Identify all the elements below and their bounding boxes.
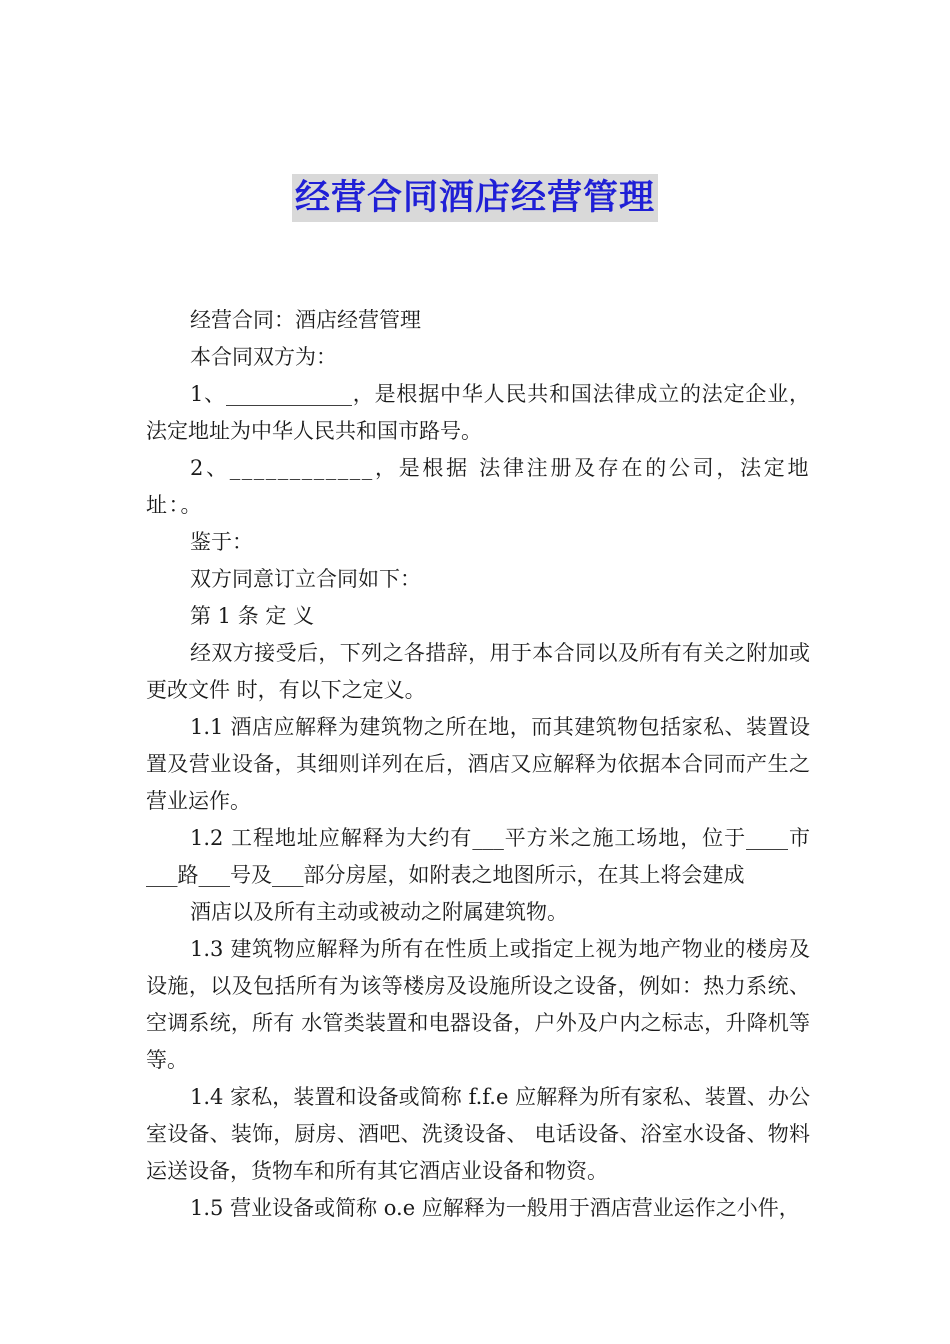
paragraph: 1.5 营业设备或简称 o.e 应解释为一般用于酒店营业运作之小件，: [190, 1196, 800, 1220]
paragraph: 酒店以及所有主动或被动之附属建筑物。: [190, 900, 568, 924]
paragraph: 1.2 工程地址应解释为大约有___平方米之施工场地，位于____市___路___号及___部分房屋，如附表之地图所示，在其上将会建成: [146, 826, 810, 887]
document-body: [146, 302, 810, 1227]
paragraph: 1.4 家私，装置和设备或简称 f.f.e 应解释为所有家私、装置、办公室设备、装饰，厨房、酒吧、洗烫设备、 电话设备、浴室水设备、物料运送设备，货物车和所有其它酒店业设备和物资。: [146, 1085, 810, 1183]
paragraph: 双方同意订立合同如下：: [190, 567, 421, 591]
paragraph: 经双方接受后，下列之各措辞，用于本合同以及所有有关之附加或更改文件 时，有以下之定义。: [146, 641, 810, 702]
title-container: [0, 174, 950, 222]
paragraph: 1.1 酒店应解释为建筑物之所在地，而其建筑物包括家私、装置设置及营业设备，其细则详列在后，酒店又应解释为依据本合同而产生之营业运作。: [146, 715, 810, 813]
section-heading: 第 1 条 定 义: [190, 604, 315, 628]
paragraph: 本合同双方为：: [190, 345, 337, 369]
paragraph: 1、____________，是根据中华人民共和国法律成立的法定企业，法定地址为中华人民共和国市路号。: [146, 382, 810, 443]
paragraph: 经营合同：酒店经营管理: [190, 308, 421, 332]
paragraph: 鉴于：: [190, 530, 253, 554]
paragraph: 1.3 建筑物应解释为所有在性质上或指定上视为地产物业的楼房及设施，以及包括所有为该等楼房及设施所设之设备，例如：热力系统、空调系统，所有 水管类装置和电器设备，户外及户内之标志，升降机等等。: [146, 937, 810, 1072]
paragraph: 2、____________，是根据 法律注册及存在的公司，法定地址：。: [146, 456, 810, 517]
document-title: 经营合同酒店经营管理: [292, 174, 658, 222]
